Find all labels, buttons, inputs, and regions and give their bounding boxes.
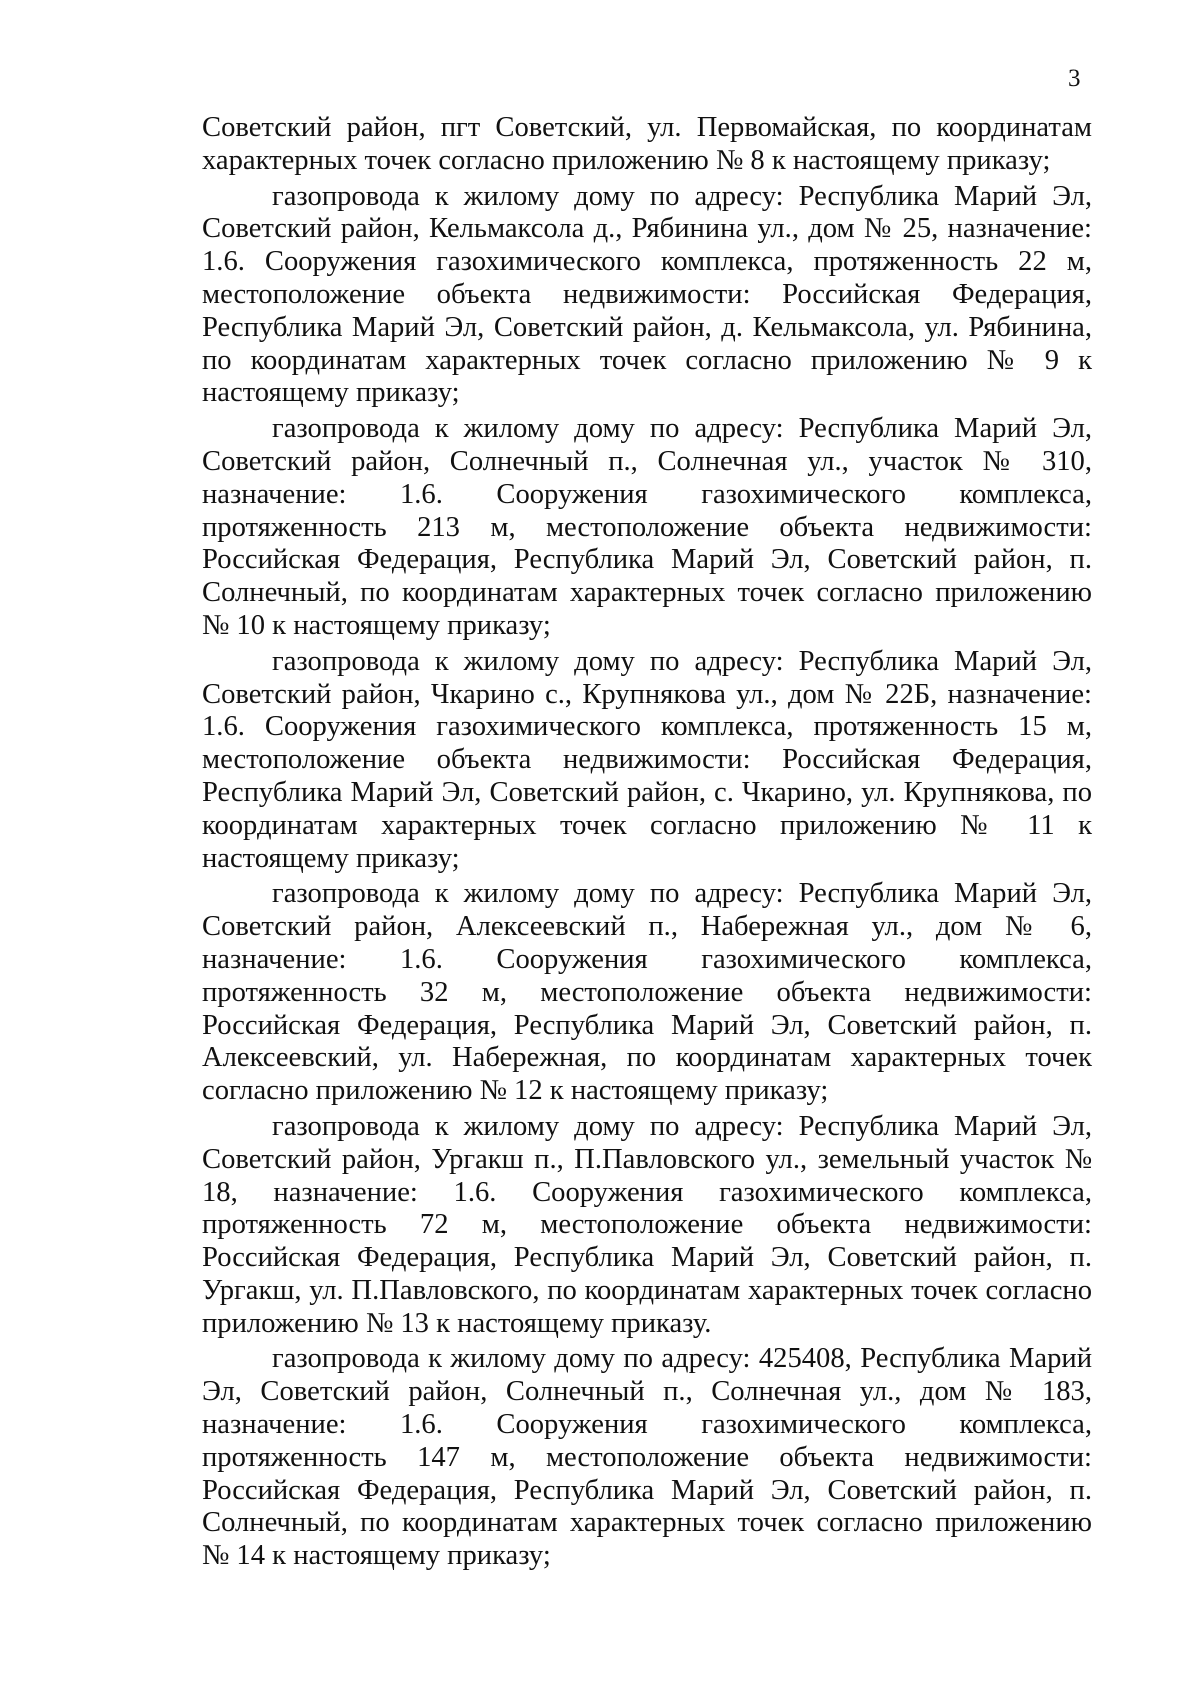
paragraph-item: газопровода к жилому дому по адресу: Республика Марий Эл, Советский район, Алексеевский п., Набережная ул., дом № 6, назначение: 1.6. Сооружения газохимического комплекса, протяженность 32 м, местоположение объекта недвижимости: Российская Федерация, Республика Марий Эл, Советский район, п. Алексеевский, ул. Набережная, по координатам характерных точек согласно приложению № 12 к настоящему приказу; (202, 878, 1092, 1107)
paragraph-item: газопровода к жилому дому по адресу: Республика Марий Эл, Советский район, Солнечный п., Солнечная ул., участок № 310, назначение: 1.6. Сооружения газохимического комплекса, протяженность 213 м, местоположение объекта недвижимости: Российская Федерация, Республика Марий Эл, Советский район, п. Солнечный, по координатам характерных точек согласно приложению № 10 к настоящему приказу; (202, 413, 1092, 641)
paragraph-continuation: Советский район, пгт Советский, ул. Первомайская, по координатам характерных точек согласно приложению № 8 к настоящему приказу; (202, 112, 1092, 176)
page-number: 3 (1068, 65, 1081, 92)
paragraph-item: газопровода к жилому дому по адресу: Республика Марий Эл, Советский район, Чкарино с., Крупнякова ул., дом № 22Б, назначение: 1.6. Сооружения газохимического комплекса, протяженность 15 м, местоположение объекта недвижимости: Российская Федерация, Республика Марий Эл, Советский район, с. Чкарино, ул. Крупнякова, по координатам характерных точек согласно приложению № 11 к настоящему приказу; (202, 645, 1092, 874)
document-body (202, 112, 1092, 1573)
paragraph-item: газопровода к жилому дому по адресу: Республика Марий Эл, Советский район, Ургакш п., П.Павловского ул., земельный участок № 18, назначение: 1.6. Сооружения газохимического комплекса, протяженность 72 м, местоположение объекта недвижимости: Российская Федерация, Республика Марий Эл, Советский район, п. Ургакш, ул. П.Павловского, по координатам характерных точек согласно приложению № 13 к настоящему приказу. (202, 1110, 1092, 1339)
paragraph-item: газопровода к жилому дому по адресу: Республика Марий Эл, Советский район, Кельмаксола д., Рябинина ул., дом № 25, назначение: 1.6. Сооружения газохимического комплекса, протяженность 22 м, местоположение объекта недвижимости: Российская Федерация, Республика Марий Эл, Советский район, д. Кельмаксола, ул. Рябинина, по координатам характерных точек согласно приложению № 9 к настоящему приказу; (202, 180, 1092, 409)
paragraph-item: газопровода к жилому дому по адресу: 425408, Республика Марий Эл, Советский район, Солнечный п., Солнечная ул., дом № 183, назначение: 1.6. Сооружения газохимического комплекса, протяженность 147 м, местоположение объекта недвижимости: Российская Федерация, Республика Марий Эл, Советский район, п. Солнечный, по координатам характерных точек согласно приложению № 14 к настоящему приказу; (202, 1343, 1092, 1572)
